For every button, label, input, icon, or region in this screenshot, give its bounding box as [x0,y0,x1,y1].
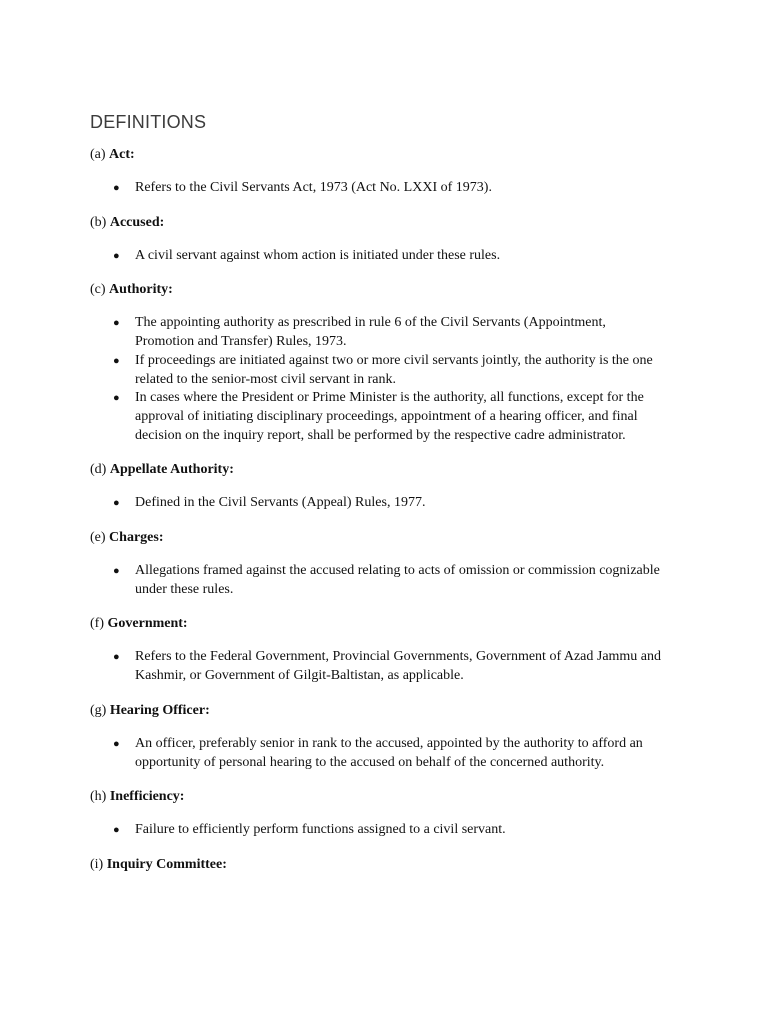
term-name: Government: [107,616,188,632]
term-name: Inquiry Committee: [106,856,227,872]
term-name: Accused: [109,214,165,230]
definition-hearing-officer [90,701,690,772]
list-item: ● Allegations framed against the accused relating to acts of omission or commission cognizable under these rules. [113,563,660,597]
term-label: (d) [90,462,107,478]
definition-term [90,528,690,547]
definition-list [90,735,690,772]
bullet-icon: ● [113,497,120,510]
definition-list [90,821,690,840]
term-label: (b) [90,214,107,230]
definition-list [90,247,690,266]
definition-authority [90,280,690,445]
term-label: (f) [90,616,104,632]
list-item: ● Refers to the Civil Servants Act, 1973 (Act No. LXXI of 1973). [90,179,665,198]
term-name: Act: [109,147,135,162]
definition-list [90,562,690,599]
term-label: (a) [90,147,106,162]
definition-term [90,280,690,299]
definition-list [90,648,690,685]
list-item: ● The appointing authority as prescribed in rule 6 of the Civil Servants (Appointment, Promotion and Transfer) Rules, 1973. [113,315,606,350]
bullet-icon: ● [113,392,120,405]
bullet-icon: ● [113,354,120,367]
bullet-icon: ● [113,737,120,750]
list-item: ● Refers to the Federal Government, Provincial Governments, Government of Azad Jammu and Kashmir, or Government of Gilgit-Baltistan, as applicable. [113,649,662,684]
definition-term [90,701,690,720]
bullet-icon: ● [113,249,120,262]
term-name: Appellate Authority: [109,462,234,478]
definition-government [90,614,690,685]
list-item: ● In cases where the President or Prime Minister is the authority, all functions, except for the approval of initiating disciplinary proceedings, appointment of a hearing officer, and final decision on the inquiry report, shall be performed by the respective cadre administrator. [113,390,644,443]
definition-list [90,314,690,445]
definition-term [90,855,690,874]
definition-term [90,213,690,232]
definition-term [90,145,690,164]
bullet-icon: ● [113,317,120,330]
definition-list [90,179,690,198]
bullet-icon: ● [113,824,120,837]
document-page [90,112,690,874]
term-name: Charges: [109,530,164,546]
term-label: (c) [90,282,106,298]
definition-inquiry-committee [90,855,690,874]
term-label: (g) [90,702,107,718]
term-name: Inefficiency: [109,789,185,805]
definition-term [90,460,690,479]
term-label: (e) [90,530,106,546]
definition-accused [90,213,690,266]
definition-act [90,145,690,198]
definition-list [90,494,690,513]
definition-term [90,614,690,633]
list-item: ● A civil servant against whom action is initiated under these rules. [90,247,665,266]
list-item: ● Defined in the Civil Servants (Appeal) Rules, 1977. [90,494,665,513]
definition-appellate-authority [90,460,690,513]
bullet-icon: ● [113,651,120,664]
bullet-icon: ● [113,565,120,578]
page-title: DEFINITIONS [90,112,207,132]
definition-charges [90,528,690,599]
list-item: ● An officer, preferably senior in rank to the accused, appointed by the authority to afford an opportunity of personal hearing to the accused on behalf of the concerned authority. [113,735,643,770]
term-label: (i) [90,856,104,872]
term-name: Authority: [109,282,173,298]
definition-term [90,787,690,806]
list-item: ● If proceedings are initiated against two or more civil servants jointly, the authority is the one related to the senior-most civil servant in rank. [113,352,653,387]
term-label: (h) [90,789,107,805]
list-item: ● Failure to efficiently perform functions assigned to a civil servant. [90,821,665,840]
bullet-icon: ● [113,182,120,194]
definition-inefficiency [90,787,690,840]
term-name: Hearing Officer: [109,702,210,718]
